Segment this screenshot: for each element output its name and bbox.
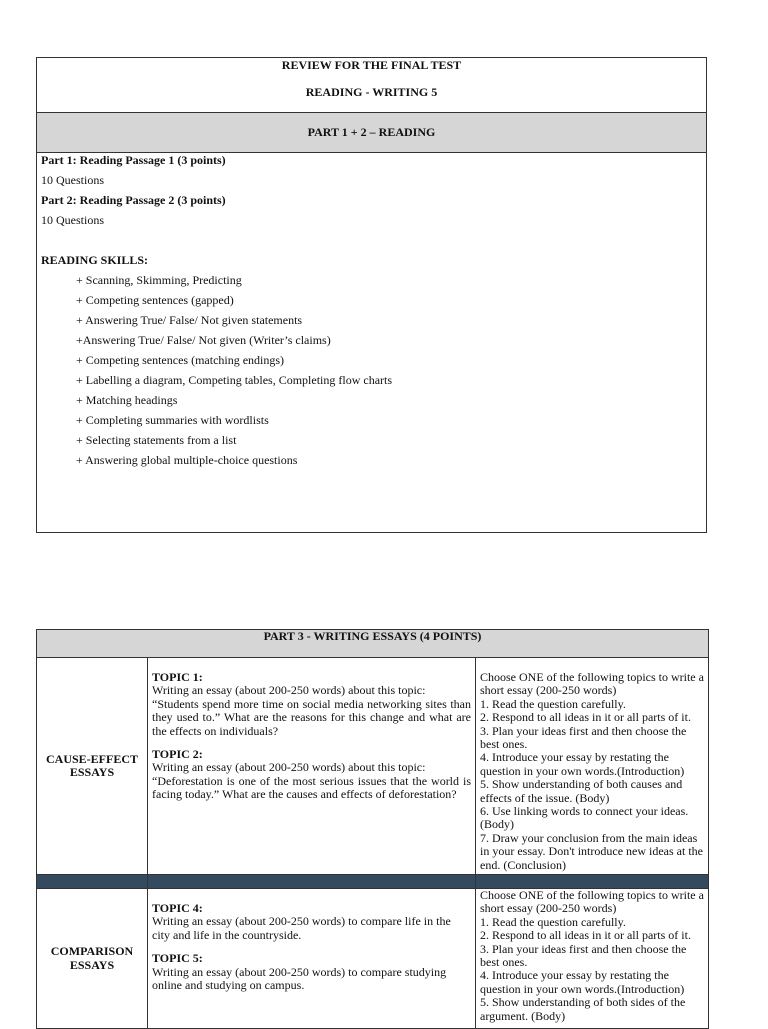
section-separator [37, 875, 709, 889]
skill-item: + Matching headings [76, 393, 178, 407]
part2-count: 10 Questions [41, 213, 104, 227]
writing-header-row [37, 630, 709, 658]
instruction-item: Choose ONE of the following topics to write a short essay (200-250 words) [480, 670, 704, 698]
skill-item: + Labelling a diagram, Competing tables, Completing flow charts [76, 373, 393, 387]
instruction-item: 1. Read the question carefully. [480, 696, 626, 711]
topic2-title: TOPIC 2: [152, 747, 203, 762]
instruction-item: 4. Introduce your essay by restating the question in your own words.(Introduction) [480, 968, 685, 996]
reading-content [41, 153, 702, 473]
topic2-text: “Deforestation is one of the most serious issues that the world is facing today.” What are the causes and effects of deforestation? [152, 773, 471, 802]
skill-item: + Completing summaries with wordlists [76, 413, 269, 427]
review-title: REVIEW FOR THE FINAL TEST [281, 58, 462, 72]
instruction-item: 6. Use linking words to connect your ideas. (Body) [480, 804, 689, 832]
reading-band-label: PART 1 + 2 – READING [307, 125, 436, 139]
spacer [41, 233, 702, 253]
cause-effect-label-line1: CAUSE-EFFECT [45, 751, 138, 766]
writing-header: PART 3 - WRITING ESSAYS (4 POINTS) [37, 630, 709, 658]
writing-table [36, 629, 709, 1029]
comparison-label [37, 889, 148, 1029]
skill-item: + Selecting statements from a list [76, 433, 237, 447]
instruction-item: 3. Plan your ideas first and then choose the best ones. [480, 723, 687, 752]
topic5-text: Writing an essay (about 200-250 words) to compare studying online and studying on campus. [152, 964, 447, 993]
cause-effect-label-line2: ESSAYS [69, 765, 115, 779]
review-subtitle: READING - WRITING 5 [305, 85, 438, 99]
cause-effect-label [37, 658, 148, 875]
skill-item: + Scanning, Skimming, Predicting [76, 273, 242, 287]
topic4-text: Writing an essay (about 200-250 words) to compare life in the city and life in the countryside. [152, 914, 451, 942]
cause-effect-instructions [476, 658, 709, 875]
instruction-item: Choose ONE of the following topics to write a short essay (200-250 words) [480, 888, 704, 916]
reading-review-box [36, 57, 707, 533]
instruction-item: 2. Respond to all ideas in it or all parts of it. [480, 710, 691, 725]
part2-heading: Part 2: Reading Passage 2 (3 points) [41, 193, 226, 207]
skill-item: +Answering True/ False/ Not given (Writer’s claims) [76, 333, 331, 347]
skill-item: + Answering global multiple-choice questions [76, 453, 298, 467]
instruction-item: 1. Read the question carefully. [480, 914, 626, 929]
reading-band [37, 113, 706, 153]
instruction-item: 5. Show understanding of both sides of the argument. (Body) [480, 995, 686, 1023]
comparison-label-line1: COMPARISON [50, 944, 134, 959]
part1-count: 10 Questions [41, 173, 104, 187]
instruction-item: 3. Plan your ideas first and then choose the best ones. [480, 941, 687, 970]
comparison-topics [148, 889, 476, 1029]
skill-item: + Competing sentences (gapped) [76, 293, 234, 307]
topic5-title: TOPIC 5: [152, 951, 203, 966]
topic4-title: TOPIC 4: [152, 901, 203, 915]
topic1-intro: Writing an essay (about 200-250 words) about this topic: [152, 683, 426, 698]
topic1-text: “Students spend more time on social media networking sites than they used to.” What are the reasons for this change and what are the effects on individuals? [152, 696, 471, 738]
instruction-item: 5. Show understanding of both causes and effects of the issue. (Body) [480, 777, 683, 805]
part1-heading: Part 1: Reading Passage 1 (3 points) [41, 153, 226, 167]
instruction-item: 4. Introduce your essay by restating the question in your own words.(Introduction) [480, 750, 685, 778]
cause-effect-row [37, 658, 709, 875]
comparison-row [37, 889, 709, 1029]
skill-item: + Answering True/ False/ Not given statements [76, 313, 303, 327]
comparison-label-line2: ESSAYS [69, 957, 115, 972]
cause-effect-topics [148, 658, 476, 875]
instruction-item: 2. Respond to all ideas in it or all parts of it. [480, 928, 691, 943]
topic2-intro: Writing an essay (about 200-250 words) about this topic: [152, 760, 426, 775]
instruction-item: 7. Draw your conclusion from the main ideas in your essay. Don't introduce new ideas at the end. (Conclusion) [480, 830, 703, 872]
skills-heading: READING SKILLS: [41, 253, 149, 267]
comparison-instructions [476, 889, 709, 1029]
topic1-title: TOPIC 1: [152, 670, 203, 684]
skill-item: + Competing sentences (matching endings) [76, 353, 285, 367]
